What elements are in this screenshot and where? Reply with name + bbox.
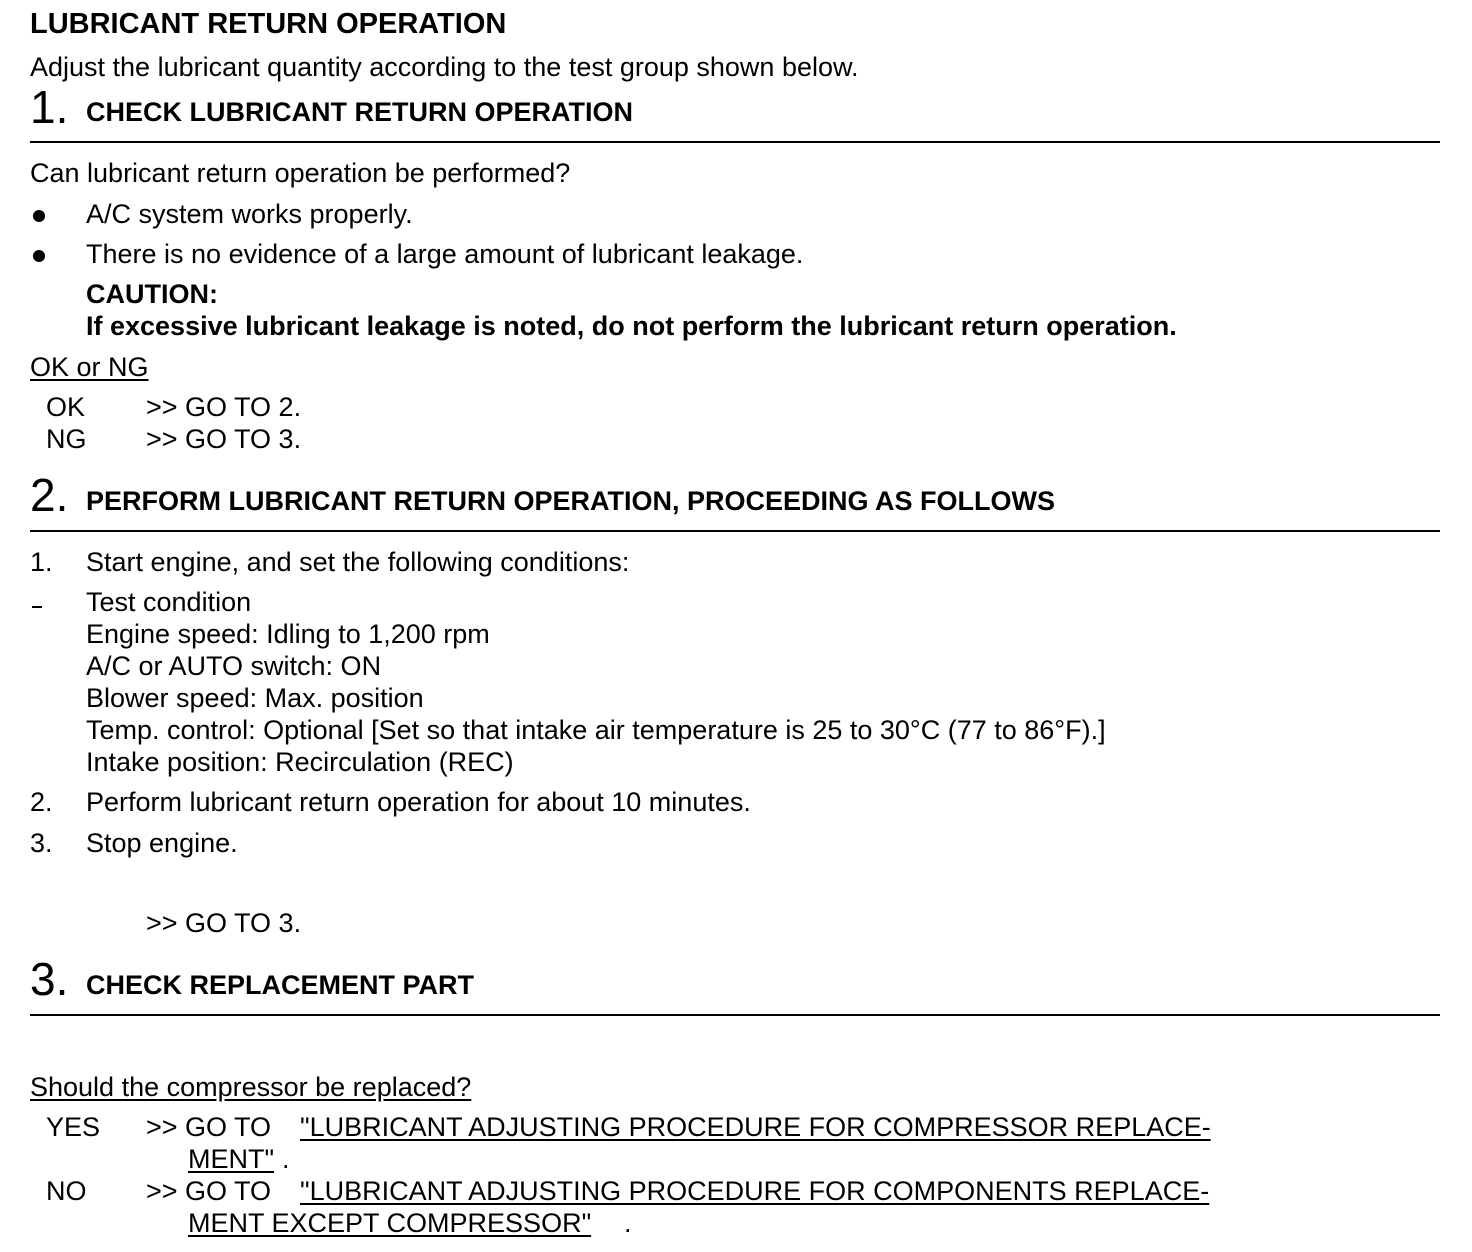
step-3-number: 3. [30, 953, 69, 1005]
step-3-result-no-suffix: . [624, 1208, 632, 1238]
link-components-replacement-cont[interactable]: MENT EXCEPT COMPRESSOR" [188, 1208, 592, 1238]
bullet-icon [33, 250, 45, 262]
step-3-question: Should the compressor be replaced? [30, 1072, 472, 1102]
step-3-result-yes-prefix: >> GO TO [146, 1112, 272, 1142]
step-2-item-2-number: 2. [30, 787, 53, 817]
step-2-title: PERFORM LUBRICANT RETURN OPERATION, PROCEEDING AS FOLLOWS [86, 486, 1055, 516]
condition-line: Blower speed: Max. position [86, 683, 424, 713]
step-2-divider [30, 530, 1440, 532]
step-2-item-2-text: Perform lubricant return operation for about 10 minutes. [86, 787, 751, 817]
intro-text: Adjust the lubricant quantity according to the test group shown below. [30, 52, 859, 82]
step-1-result-label: OK or NG [30, 352, 149, 382]
condition-line: Temp. control: Optional [Set so that intake air temperature is 25 to 30°C (77 to 86°F).] [86, 715, 1106, 745]
step-3-title: CHECK REPLACEMENT PART [86, 970, 475, 1000]
step-2-goto: >> GO TO 3. [146, 908, 302, 938]
step-3-result-no-prefix: >> GO TO [146, 1176, 272, 1206]
step-3-divider [30, 1014, 1440, 1016]
step-1-result-ng-action: >> GO TO 3. [146, 424, 302, 454]
condition-line: Test condition [86, 587, 252, 617]
step-2-item-1-number: 1. [30, 547, 53, 577]
page-title: LUBRICANT RETURN OPERATION [30, 8, 507, 40]
link-components-replacement[interactable]: "LUBRICANT ADJUSTING PROCEDURE FOR COMPONENTS REPLACE- [300, 1176, 1210, 1206]
step-1-title: CHECK LUBRICANT RETURN OPERATION [86, 97, 633, 127]
step-1-result-ng-key: NG [46, 424, 87, 454]
step-1-result-ok-action: >> GO TO 2. [146, 392, 302, 422]
caution-label: CAUTION: [86, 279, 218, 309]
step-1-result-ok-key: OK [46, 392, 86, 422]
step-2-item-1-text: Start engine, and set the following conditions: [86, 547, 630, 577]
step-1-number: 1. [30, 81, 69, 133]
condition-line: Intake position: Recirculation (REC) [86, 747, 514, 777]
step-3-result-no-key: NO [46, 1176, 87, 1206]
step-3-result-yes-suffix: . [282, 1144, 290, 1174]
step-1-question: Can lubricant return operation be performed? [30, 158, 571, 188]
step-1-divider [30, 141, 1440, 143]
bullet-icon [33, 210, 45, 222]
step-2-item-3-number: 3. [30, 828, 53, 858]
step-3-result-yes-key: YES [46, 1112, 101, 1142]
step-2-number: 2. [30, 469, 69, 521]
caution-text: If excessive lubricant leakage is noted, do not perform the lubricant return operation. [86, 311, 1177, 341]
condition-line: Engine speed: Idling to 1,200 rpm [86, 619, 490, 649]
link-compressor-replacement-cont[interactable]: MENT" [188, 1144, 275, 1174]
dash-icon [32, 606, 42, 608]
step-1-bullet-2: There is no evidence of a large amount of lubricant leakage. [86, 239, 804, 269]
condition-line: A/C or AUTO switch: ON [86, 651, 382, 681]
step-1-bullet-1: A/C system works properly. [86, 199, 413, 229]
step-2-item-3-text: Stop engine. [86, 828, 238, 858]
link-compressor-replacement[interactable]: "LUBRICANT ADJUSTING PROCEDURE FOR COMPRESSOR REPLACE- [300, 1112, 1211, 1142]
